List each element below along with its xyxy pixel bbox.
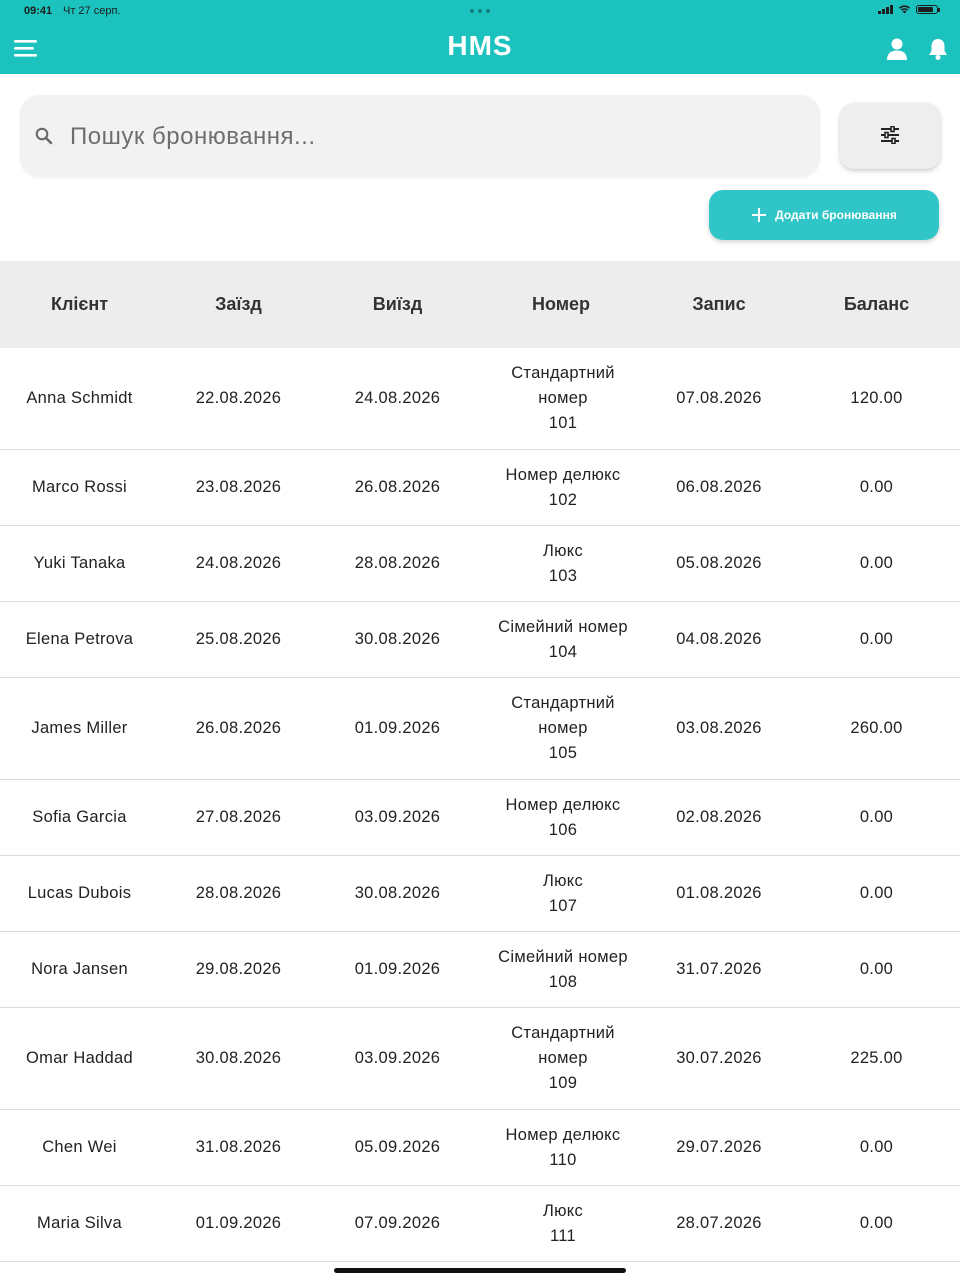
home-indicator[interactable] xyxy=(334,1268,626,1273)
cell-created: 07.08.2026 xyxy=(676,389,762,407)
cell-client: Lucas Dubois xyxy=(27,884,132,902)
cell-created: 29.07.2026 xyxy=(676,1138,762,1156)
cell-created: 28.07.2026 xyxy=(676,1214,762,1232)
cell-client: Maria Silva xyxy=(37,1214,122,1232)
app-header xyxy=(0,0,960,74)
column-header-client[interactable]: Клієнт xyxy=(50,294,109,314)
cell-created: 30.07.2026 xyxy=(676,1049,762,1067)
status-date: Чт 27 серп. xyxy=(63,5,121,17)
status-icons xyxy=(878,4,938,14)
table-row[interactable] xyxy=(0,1110,960,1186)
cell-client: Elena Petrova xyxy=(25,630,134,648)
hamburger-menu-icon[interactable] xyxy=(14,38,38,58)
cell-check-out: 30.08.2026 xyxy=(354,630,441,648)
cell-client: Sofia Garcia xyxy=(32,808,127,826)
table-row[interactable] xyxy=(0,602,960,678)
cell-room xyxy=(477,615,645,665)
cell-client: James Miller xyxy=(31,719,128,737)
room-number: 102 xyxy=(548,490,578,509)
search-icon xyxy=(34,126,54,146)
room-type: Номер делюкс xyxy=(505,465,621,484)
cell-check-in: 27.08.2026 xyxy=(195,808,282,826)
room-number: 101 xyxy=(548,414,578,432)
cell-check-out: 03.09.2026 xyxy=(354,808,441,826)
cellular-signal-icon xyxy=(878,4,893,14)
cell-room xyxy=(477,1123,645,1173)
search-bar[interactable] xyxy=(20,95,820,177)
cell-balance: 0.00 xyxy=(859,630,894,648)
cell-room xyxy=(477,539,645,589)
cell-client: Chen Wei xyxy=(42,1138,117,1156)
cell-check-in: 22.08.2026 xyxy=(195,389,282,407)
column-header-balance[interactable]: Баланс xyxy=(843,294,910,314)
cell-balance: 225.00 xyxy=(850,1049,903,1067)
column-header-created[interactable]: Запис xyxy=(692,294,746,314)
room-number: 106 xyxy=(548,820,578,839)
plus-icon xyxy=(751,207,767,223)
cell-client: Nora Jansen xyxy=(31,960,128,978)
sliders-icon xyxy=(880,126,900,144)
cell-room xyxy=(491,691,631,766)
cell-check-in: 25.08.2026 xyxy=(195,630,282,648)
cell-room xyxy=(491,1021,631,1096)
room-number: 104 xyxy=(548,642,578,661)
room-type: Сімейний номер xyxy=(498,947,628,966)
bookings-table xyxy=(0,261,960,1262)
cell-check-in: 29.08.2026 xyxy=(195,960,282,978)
cell-created: 06.08.2026 xyxy=(676,478,762,496)
column-header-check-in[interactable]: Заїзд xyxy=(215,294,262,314)
status-time: 09:41 xyxy=(24,5,53,17)
cell-check-in: 23.08.2026 xyxy=(195,478,282,496)
table-row[interactable] xyxy=(0,678,960,780)
room-type: Стандартний номер xyxy=(511,364,615,407)
cell-room xyxy=(477,869,645,919)
cell-client: Yuki Tanaka xyxy=(33,554,126,572)
cell-client: Anna Schmidt xyxy=(26,389,133,407)
cell-created: 31.07.2026 xyxy=(676,960,762,978)
user-icon[interactable] xyxy=(884,36,910,62)
room-number: 108 xyxy=(548,972,578,991)
cell-created: 03.08.2026 xyxy=(676,719,762,737)
table-row[interactable] xyxy=(0,1008,960,1110)
room-type: Люкс xyxy=(542,541,584,560)
room-number: 109 xyxy=(548,1074,578,1092)
cell-balance: 260.00 xyxy=(850,719,903,737)
column-header-check-out[interactable]: Виїзд xyxy=(372,294,423,314)
table-row[interactable] xyxy=(0,348,960,450)
app-logo: HMS xyxy=(447,30,513,61)
cell-room xyxy=(477,1199,645,1249)
room-type: Люкс xyxy=(542,871,584,890)
room-number: 103 xyxy=(548,566,578,585)
room-type: Номер делюкс xyxy=(505,1125,621,1144)
table-row[interactable] xyxy=(0,780,960,856)
table-row[interactable] xyxy=(0,932,960,1008)
cell-check-in: 30.08.2026 xyxy=(195,1049,282,1067)
cell-check-out: 07.09.2026 xyxy=(354,1214,441,1232)
cell-check-out: 30.08.2026 xyxy=(354,884,441,902)
room-type: Номер делюкс xyxy=(505,795,621,814)
cell-check-out: 26.08.2026 xyxy=(354,478,441,496)
room-type: Сімейний номер xyxy=(498,617,628,636)
cell-balance: 0.00 xyxy=(859,554,894,572)
cell-check-out: 05.09.2026 xyxy=(354,1138,441,1156)
column-header-room[interactable]: Номер xyxy=(531,294,591,314)
cell-created: 01.08.2026 xyxy=(676,884,762,902)
room-type: Стандартний номер xyxy=(511,694,615,737)
cell-client: Omar Haddad xyxy=(26,1049,133,1067)
room-type: Люкс xyxy=(542,1201,584,1220)
cell-created: 04.08.2026 xyxy=(676,630,762,648)
cell-check-out: 24.08.2026 xyxy=(354,389,441,407)
search-input[interactable] xyxy=(68,113,792,161)
cell-room xyxy=(477,793,645,843)
filter-button[interactable] xyxy=(840,103,940,169)
status-bar xyxy=(0,0,960,22)
cell-check-out: 01.09.2026 xyxy=(354,719,441,737)
cell-balance: 0.00 xyxy=(859,884,894,902)
cell-check-in: 31.08.2026 xyxy=(195,1138,282,1156)
cell-check-out: 03.09.2026 xyxy=(354,1049,441,1067)
room-number: 110 xyxy=(549,1150,577,1169)
cell-balance: 0.00 xyxy=(859,1138,894,1156)
add-booking-label: Додати бронювання xyxy=(775,208,897,222)
cell-room xyxy=(491,361,631,436)
room-number: 111 xyxy=(550,1226,576,1245)
cell-check-out: 28.08.2026 xyxy=(354,554,441,572)
bell-icon[interactable] xyxy=(925,36,951,62)
cell-balance: 120.00 xyxy=(850,389,903,407)
table-header xyxy=(0,261,960,348)
battery-icon xyxy=(916,5,938,14)
cell-check-in: 01.09.2026 xyxy=(195,1214,282,1232)
cell-room xyxy=(477,463,645,513)
cell-check-in: 26.08.2026 xyxy=(195,719,282,737)
room-number: 107 xyxy=(548,896,578,915)
table-row[interactable] xyxy=(0,450,960,526)
table-row[interactable] xyxy=(0,1186,960,1262)
cell-balance: 0.00 xyxy=(859,960,894,978)
add-booking-button[interactable] xyxy=(709,190,939,240)
room-number: 105 xyxy=(548,744,578,762)
cell-room xyxy=(477,945,645,995)
wifi-icon xyxy=(898,4,911,14)
cell-client: Marco Rossi xyxy=(32,478,127,496)
cell-check-in: 28.08.2026 xyxy=(195,884,282,902)
cell-created: 02.08.2026 xyxy=(676,808,762,826)
table-row[interactable] xyxy=(0,526,960,602)
cell-balance: 0.00 xyxy=(859,808,894,826)
cell-balance: 0.00 xyxy=(859,1214,894,1232)
cell-check-out: 01.09.2026 xyxy=(354,960,441,978)
cell-check-in: 24.08.2026 xyxy=(195,554,282,572)
cell-balance: 0.00 xyxy=(859,478,894,496)
cell-created: 05.08.2026 xyxy=(676,554,762,572)
multitasking-dots-icon[interactable] xyxy=(470,9,490,13)
table-row[interactable] xyxy=(0,856,960,932)
room-type: Стандартний номер xyxy=(511,1024,615,1067)
